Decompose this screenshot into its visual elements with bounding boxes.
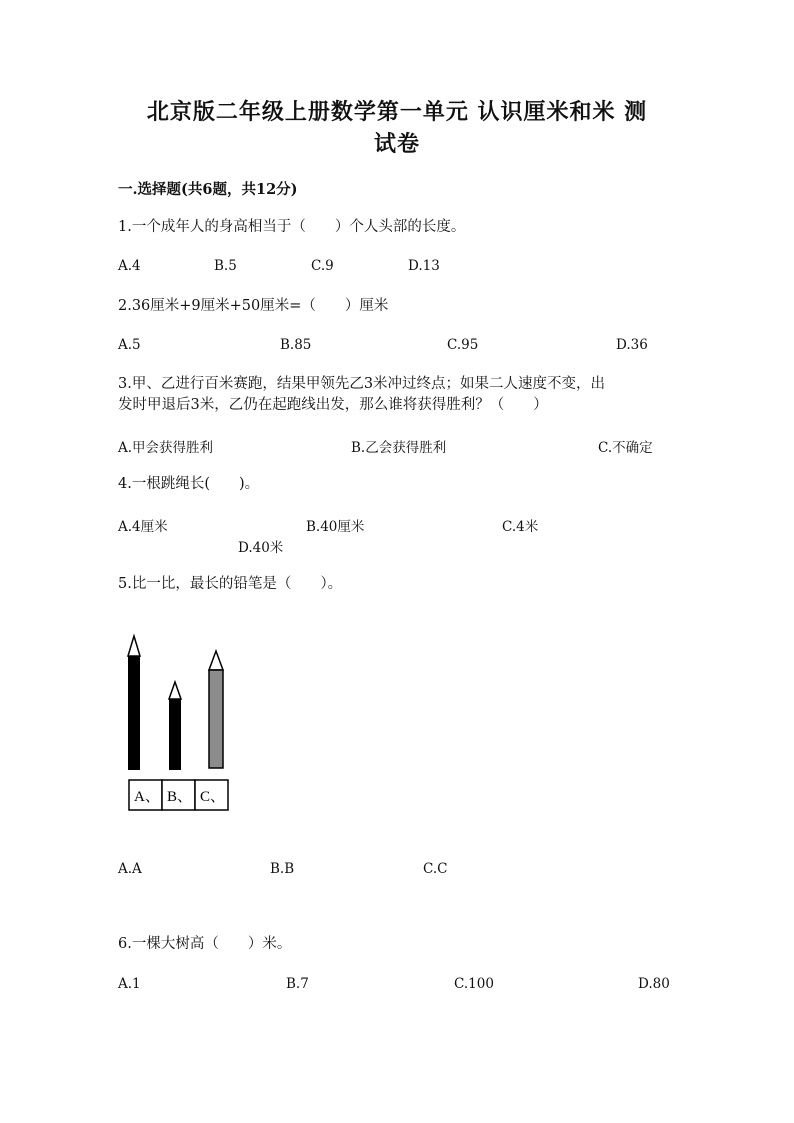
pencils-figure <box>118 630 248 815</box>
q6-option-a[interactable]: A.1 <box>118 976 141 992</box>
figure-label-c: C、 <box>200 789 226 805</box>
q4-option-a[interactable]: A.4厘米 <box>118 519 168 535</box>
q6-option-d[interactable]: D.80 <box>638 976 670 992</box>
q3-option-b[interactable]: B.乙会获得胜利 <box>351 440 447 456</box>
q1-option-c[interactable]: C.9 <box>311 258 334 274</box>
question-5: 5.比一比，最长的铅笔是（ ）。 <box>118 576 343 592</box>
q2-option-a[interactable]: A.5 <box>118 337 141 353</box>
q1-option-a[interactable]: A.4 <box>118 258 141 274</box>
q4-option-b[interactable]: B.40厘米 <box>306 519 365 535</box>
q3-option-a[interactable]: A.甲会获得胜利 <box>118 440 214 456</box>
q2-option-d[interactable]: D.36 <box>616 337 648 353</box>
question-2: 2.36厘米+9厘米+50厘米=（ ）厘米 <box>118 298 389 314</box>
q1-option-d[interactable]: D.13 <box>408 258 440 274</box>
q5-option-b[interactable]: B.B <box>270 861 295 877</box>
q3-option-c[interactable]: C.不确定 <box>598 440 653 456</box>
q4-option-c[interactable]: C.4米 <box>502 519 539 535</box>
page-title-line2: 试卷 <box>373 131 420 157</box>
section-heading: 一.选择题(共6题，共12分) <box>118 181 298 198</box>
question-6: 6.一棵大树高（ ）米。 <box>118 936 292 952</box>
q2-option-c[interactable]: C.95 <box>447 337 479 353</box>
pencil-c <box>209 651 223 768</box>
pencil-a <box>128 636 140 770</box>
q6-option-b[interactable]: B.7 <box>286 976 309 992</box>
page-title-line1: 北京版二年级上册数学第一单元 认识厘米和米 测 <box>146 99 648 125</box>
q2-option-b[interactable]: B.85 <box>280 337 312 353</box>
figure-label-a: A、 <box>134 789 160 805</box>
q4-option-d[interactable]: D.40米 <box>238 540 284 556</box>
q6-option-c[interactable]: C.100 <box>454 976 494 992</box>
question-3-line1: 3.甲、乙进行百米赛跑，结果甲领先乙3米冲过终点；如果二人速度不变，出 <box>118 376 606 392</box>
question-4: 4.一根跳绳长( )。 <box>118 476 260 492</box>
figure-label-b: B、 <box>167 789 193 805</box>
q5-option-c[interactable]: C.C <box>423 861 448 877</box>
pencil-b <box>169 682 181 770</box>
q1-option-b[interactable]: B.5 <box>214 258 237 274</box>
question-3-line2: 发时甲退后3米，乙仍在起跑线出发，那么谁将获得胜利？（ ） <box>118 397 548 413</box>
q5-option-a[interactable]: A.A <box>118 861 142 877</box>
question-1: 1.一个成年人的身高相当于（ ）个人头部的长度。 <box>118 219 466 235</box>
